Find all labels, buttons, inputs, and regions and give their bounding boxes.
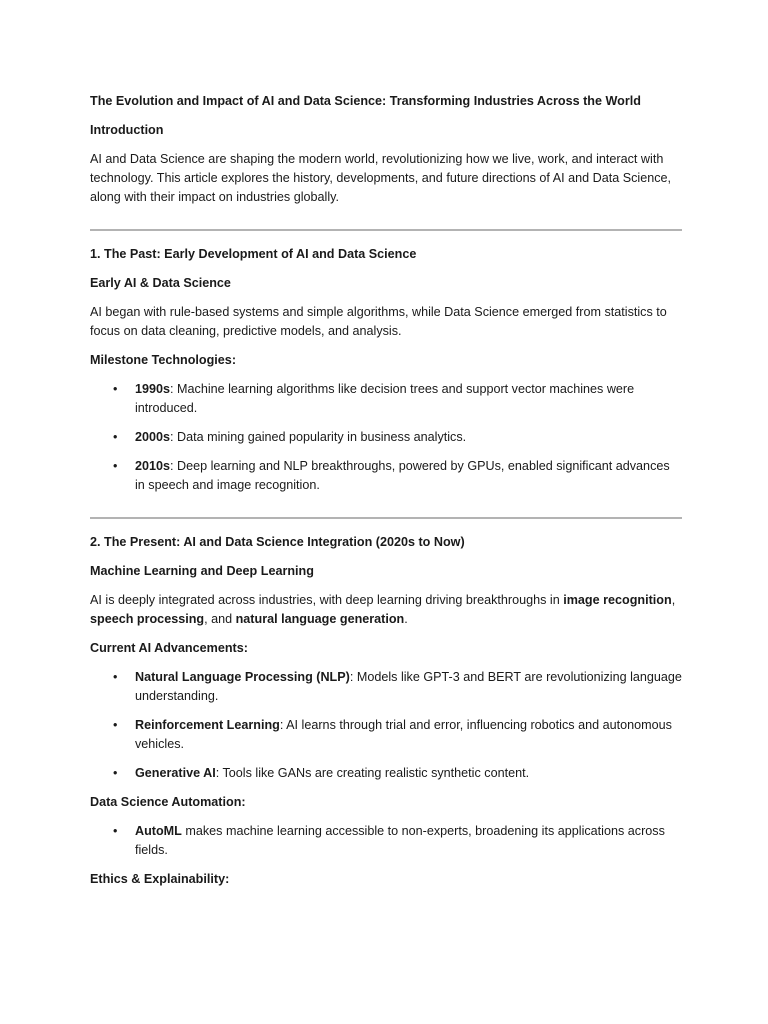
list-item-term: Natural Language Processing (NLP) [135,670,350,684]
list-item-text: : Data mining gained popularity in business analytics. [170,430,467,444]
list-item [90,822,682,860]
list-item [90,716,682,754]
bullet-icon: • [113,718,118,732]
bullet-icon: • [113,766,118,780]
list-item-term: AutoML [135,824,182,838]
ml-paragraph [90,591,682,629]
list-item-text: : Models like GPT-3 and BERT are revolutionizing language understanding. [135,670,682,703]
past-section-heading: 1. The Past: Early Development of AI and Data Science [90,247,417,261]
ml-text: , and [204,612,236,626]
bullet-icon: • [113,382,118,396]
bullet-icon: • [113,430,118,444]
early-ai-paragraph: AI began with rule-based systems and simple algorithms, while Data Science emerged from statistics to focus on data cleaning, predictive models, and analysis. [90,305,667,338]
ethics-heading: Ethics & Explainability: [90,872,230,886]
list-item-term: Reinforcement Learning [135,718,280,732]
advancements-heading: Current AI Advancements: [90,641,248,655]
bullet-icon: • [113,670,118,684]
list-item-text: makes machine learning accessible to non-experts, broadening its applications across fields. [135,824,665,857]
ml-bold-term: image recognition [563,593,672,607]
section-divider [90,517,682,519]
ml-bold-term: natural language generation [235,612,405,626]
document-content [90,92,682,899]
ml-text: AI is deeply integrated across industries, with deep learning driving breakthroughs in [90,593,564,607]
document-title: The Evolution and Impact of AI and Data Science: Transforming Industries Across the World [90,94,641,108]
list-item [90,668,682,706]
list-item-term: 2010s [135,459,171,473]
list-item-text: : Deep learning and NLP breakthroughs, powered by GPUs, enabled significant advances in speech and image recognition. [135,459,670,492]
list-item-text: : Machine learning algorithms like decision trees and support vector machines were introduced. [135,382,635,415]
bullet-icon: • [113,459,118,473]
ml-text: . [404,612,408,626]
milestones-list [90,380,682,495]
present-section-heading: 2. The Present: AI and Data Science Integration (2020s to Now) [90,535,465,549]
section-divider [90,229,682,231]
milestones-heading: Milestone Technologies: [90,353,237,367]
list-item-term: 2000s [135,430,171,444]
list-item-term: Generative AI [135,766,216,780]
ml-bold-term: speech processing [90,612,205,626]
list-item [90,428,682,447]
ml-subheading: Machine Learning and Deep Learning [90,564,314,578]
ml-text: , [671,593,676,607]
list-item [90,457,682,495]
intro-heading: Introduction [90,123,164,137]
list-item-term: 1990s [135,382,171,396]
intro-paragraph: AI and Data Science are shaping the modern world, revolutionizing how we live, work, and interact with technology. This article explores the history, developments, and future directions of AI and Data Science, along with their impact on industries globally. [90,152,672,204]
list-item [90,380,682,418]
list-item [90,764,682,783]
bullet-icon: • [113,824,118,838]
advancements-list [90,668,682,783]
list-item-text: : AI learns through trial and error, influencing robotics and autonomous vehicles. [135,718,672,751]
automation-heading: Data Science Automation: [90,795,246,809]
automation-list [90,822,682,860]
early-ai-subheading: Early AI & Data Science [90,276,231,290]
list-item-text: : Tools like GANs are creating realistic synthetic content. [215,766,530,780]
